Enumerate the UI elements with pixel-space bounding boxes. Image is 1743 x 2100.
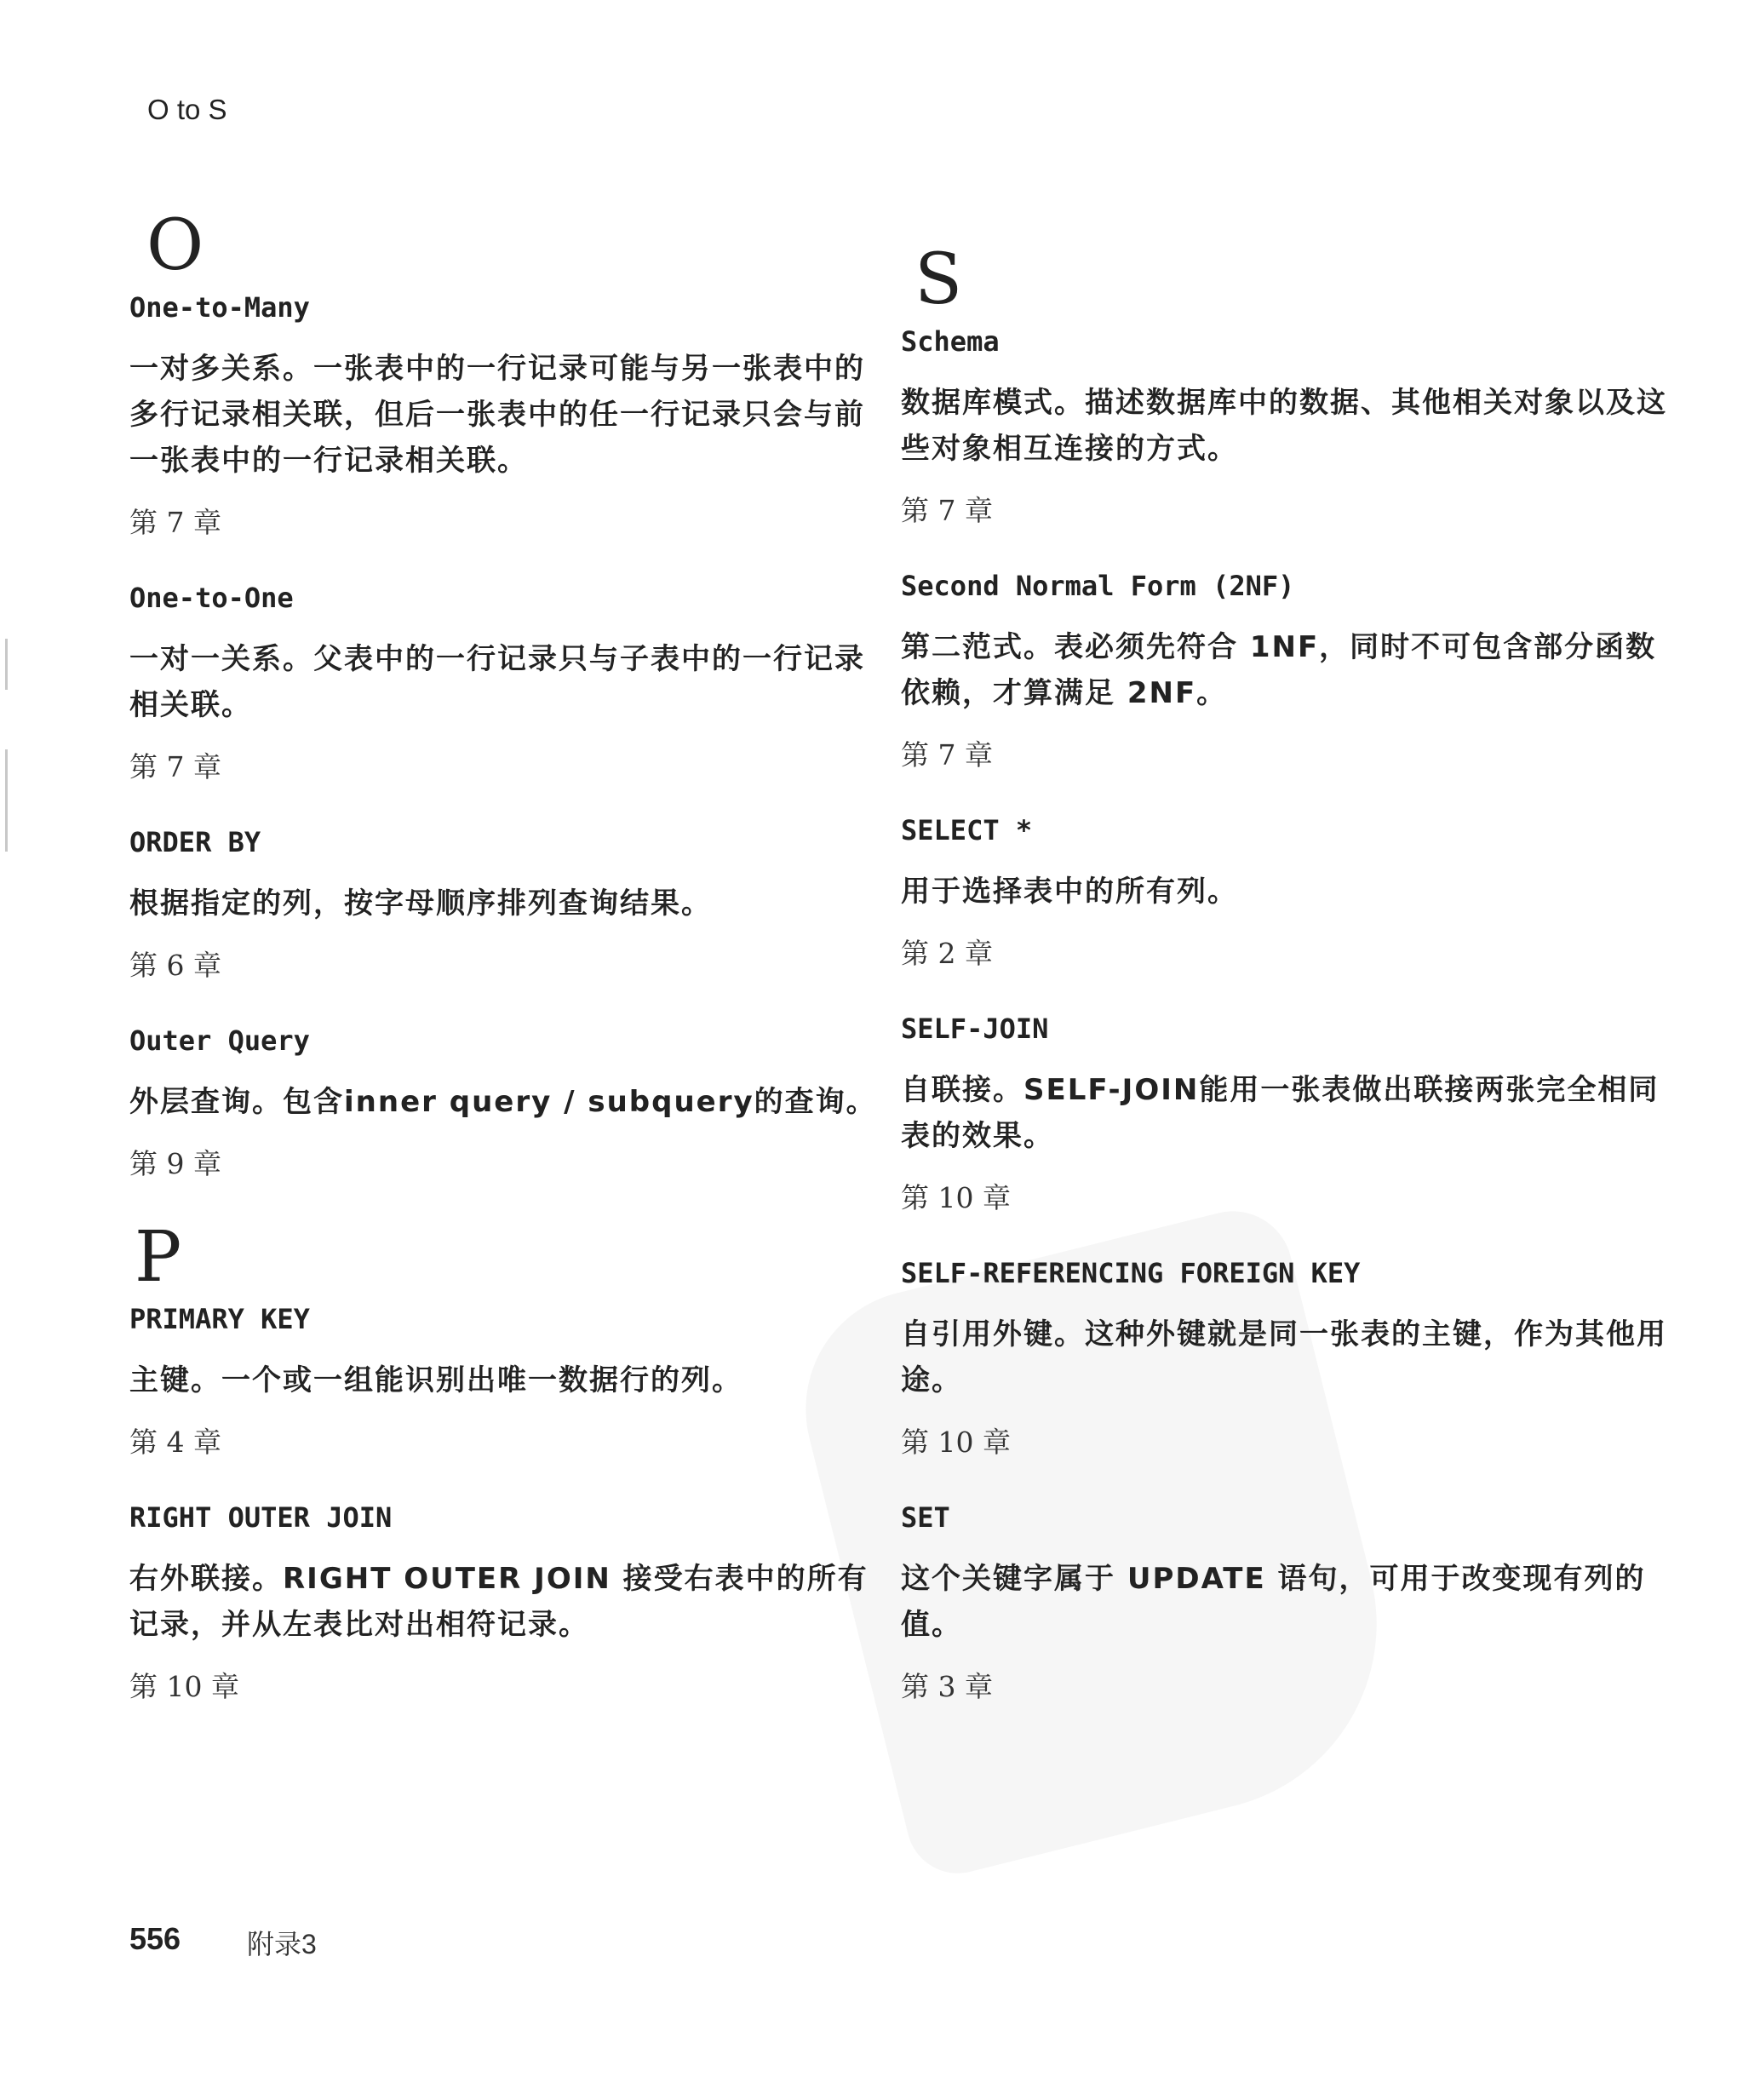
entry-chapter-ref: 第 6 章 <box>129 949 221 982</box>
entry-definition: 右外联接。RIGHT OUTER JOIN 接受右表中的所有记录，并从左表比对出相符记录。 <box>129 1562 869 1642</box>
entry-chapter-ref: 第 3 章 <box>901 1670 993 1703</box>
entry-definition: 用于选择表中的所有列。 <box>901 875 1238 909</box>
glossary-entry-one-to-many <box>129 291 887 541</box>
glossary-entry-primary-key <box>129 1303 887 1460</box>
entry-definition: 根据指定的列，按字母顺序排列查询结果。 <box>129 886 712 921</box>
entry-definition: 第二范式。表必须先符合 1NF，同时不可包含部分函数依赖，才算满足 2NF。 <box>901 630 1657 710</box>
glossary-entry-self-join <box>901 1013 1667 1216</box>
entry-term: SELF-REFERENCING FOREIGN KEY <box>901 1257 1361 1289</box>
entry-term: Outer Query <box>129 1024 310 1057</box>
entry-term: One-to-One <box>129 582 294 614</box>
glossary-entry-set <box>901 1501 1667 1705</box>
entry-chapter-ref: 第 10 章 <box>901 1426 1011 1459</box>
entry-term: SET <box>901 1501 950 1534</box>
entry-definition: 一对一关系。父表中的一行记录只与子表中的一行记录相关联。 <box>129 642 865 722</box>
section-letter-s: S <box>915 239 963 320</box>
section-letter-p: P <box>135 1217 182 1298</box>
binding-edge-mark <box>5 749 8 852</box>
entry-definition: 数据库模式。描述数据库中的数据、其他相关对象以及这些对象相互连接的方式。 <box>901 386 1667 466</box>
glossary-entry-order-by <box>129 826 887 984</box>
entry-term: SELF-JOIN <box>901 1013 1049 1045</box>
entry-definition: 这个关键字属于 UPDATE 语句，可用于改变现有列的值。 <box>901 1562 1646 1642</box>
entry-definition: 主键。一个或一组能识别出唯一数据行的列。 <box>129 1363 742 1397</box>
entry-term: ORDER BY <box>129 826 261 858</box>
glossary-entry-select-star <box>901 814 1667 972</box>
entry-chapter-ref: 第 7 章 <box>901 494 993 527</box>
entry-chapter-ref: 第 7 章 <box>129 750 221 783</box>
entry-term: Second Normal Form (2NF) <box>901 570 1295 602</box>
entry-term: RIGHT OUTER JOIN <box>129 1501 393 1534</box>
glossary-entry-second-normal-form <box>901 570 1667 773</box>
glossary-entry-outer-query <box>129 1024 887 1182</box>
entry-definition: 自引用外键。这种外键就是同一张表的主键，作为其他用途。 <box>901 1317 1667 1397</box>
glossary-entry-self-referencing-foreign-key <box>901 1257 1667 1460</box>
entry-chapter-ref: 第 4 章 <box>129 1426 221 1459</box>
entry-definition: 一对多关系。一张表中的一行记录可能与另一张表中的多行记录相关联，但后一张表中的任一行记录只会与前一张表中的一行记录相关联。 <box>129 352 865 478</box>
right-column <box>901 239 1667 1746</box>
entry-definition: 自联接。SELF-JOIN能用一张表做出联接两张完全相同表的效果。 <box>901 1073 1660 1153</box>
section-letter-o: O <box>146 205 204 286</box>
binding-edge-mark <box>5 639 8 690</box>
entry-chapter-ref: 第 2 章 <box>901 937 993 970</box>
entry-term: Schema <box>901 325 1000 358</box>
entry-chapter-ref: 第 7 章 <box>901 738 993 772</box>
entry-chapter-ref: 第 10 章 <box>129 1670 239 1703</box>
entry-chapter-ref: 第 10 章 <box>901 1181 1011 1214</box>
glossary-entry-schema <box>901 325 1667 529</box>
footer-section-title: 附录3 <box>247 1929 317 1959</box>
entry-chapter-ref: 第 9 章 <box>129 1147 221 1180</box>
glossary-entry-right-outer-join <box>129 1501 887 1705</box>
entry-definition: 外层查询。包含inner query / subquery的查询。 <box>129 1085 877 1119</box>
entry-chapter-ref: 第 7 章 <box>129 506 221 539</box>
left-column <box>129 205 887 1746</box>
entry-term: PRIMARY KEY <box>129 1303 310 1335</box>
running-header: O to S <box>147 94 227 125</box>
entry-term: SELECT * <box>901 814 1033 846</box>
glossary-entry-one-to-one <box>129 582 887 785</box>
page-number: 556 <box>129 1921 181 1956</box>
entry-term: One-to-Many <box>129 291 310 324</box>
